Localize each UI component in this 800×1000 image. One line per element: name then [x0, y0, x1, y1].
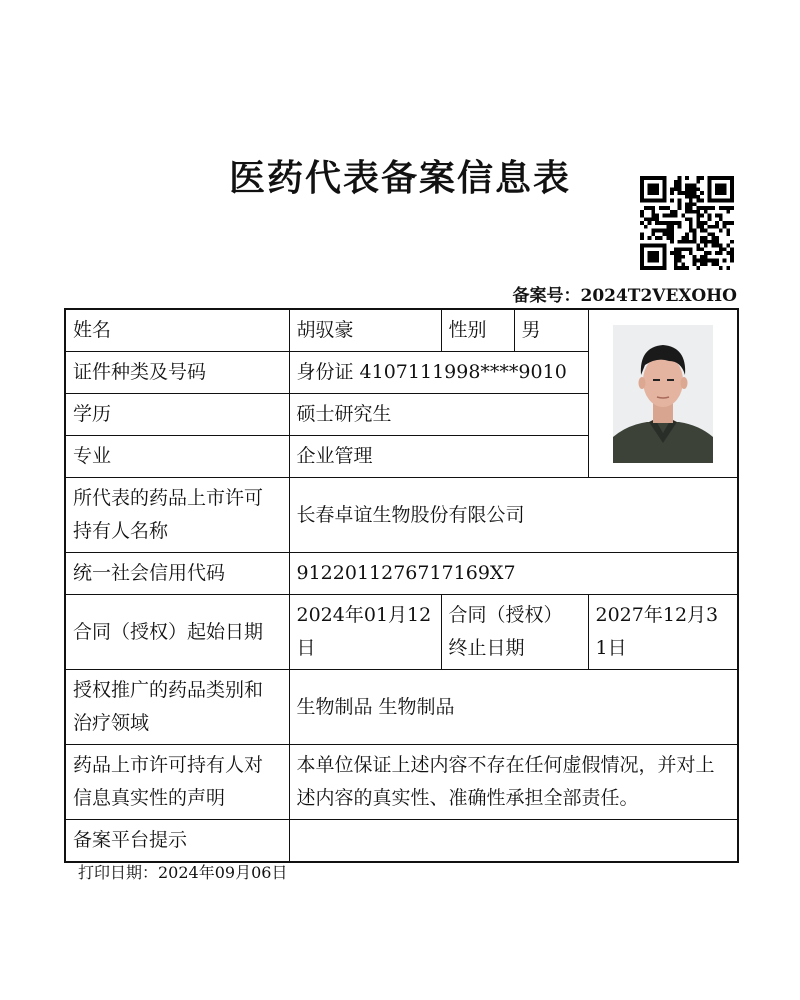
row-name	[65, 309, 738, 352]
platform-label: 备案平台提示	[65, 820, 289, 863]
education-label: 学历	[65, 394, 289, 436]
gender-label: 性别	[441, 309, 514, 352]
declaration-label: 药品上市许可持有人对信息真实性的声明	[65, 745, 289, 820]
print-date: 打印日期：2024年09月06日	[78, 863, 288, 882]
info-table	[64, 308, 739, 863]
gender-value: 男	[514, 309, 588, 352]
row-category	[65, 670, 738, 745]
category-label: 授权推广的药品类别和治疗领域	[65, 670, 289, 745]
contract-start-value: 2024年01月12日	[289, 595, 441, 670]
photo-eye-left	[653, 379, 660, 381]
contract-end-label: 合同（授权）终止日期	[441, 595, 588, 670]
row-platform	[65, 820, 738, 863]
photo-ear-right	[680, 377, 687, 389]
contract-start-label: 合同（授权）起始日期	[65, 595, 289, 670]
row-credit-code	[65, 553, 738, 595]
photo-eye-right	[667, 379, 674, 381]
holder-label: 所代表的药品上市许可持有人名称	[65, 478, 289, 553]
education-value: 硕士研究生	[289, 394, 588, 436]
category-value: 生物制品 生物制品	[289, 670, 738, 745]
record-number: 备案号：2024T2VEXOHO	[512, 286, 737, 306]
major-label: 专业	[65, 436, 289, 478]
qr-code	[640, 176, 734, 270]
id-photo	[613, 325, 713, 463]
declaration-value: 本单位保证上述内容不存在任何虚假情况，并对上述内容的真实性、准确性承担全部责任。	[289, 745, 738, 820]
contract-end-value: 2027年12月31日	[588, 595, 738, 670]
row-holder	[65, 478, 738, 553]
major-value: 企业管理	[289, 436, 588, 478]
holder-value: 长春卓谊生物股份有限公司	[289, 478, 738, 553]
photo-ear-left	[638, 377, 645, 389]
id-label: 证件种类及号码	[65, 352, 289, 394]
platform-value	[289, 820, 738, 863]
credit-label: 统一社会信用代码	[65, 553, 289, 595]
name-value: 胡驭豪	[289, 309, 441, 352]
name-label: 姓名	[65, 309, 289, 352]
photo-cell	[588, 309, 738, 478]
row-contract	[65, 595, 738, 670]
id-value: 身份证 4107111998****9010	[289, 352, 588, 394]
row-declaration	[65, 745, 738, 820]
credit-value: 9122011276717169X7	[289, 553, 738, 595]
page-title: 医药代表备案信息表	[228, 157, 571, 199]
